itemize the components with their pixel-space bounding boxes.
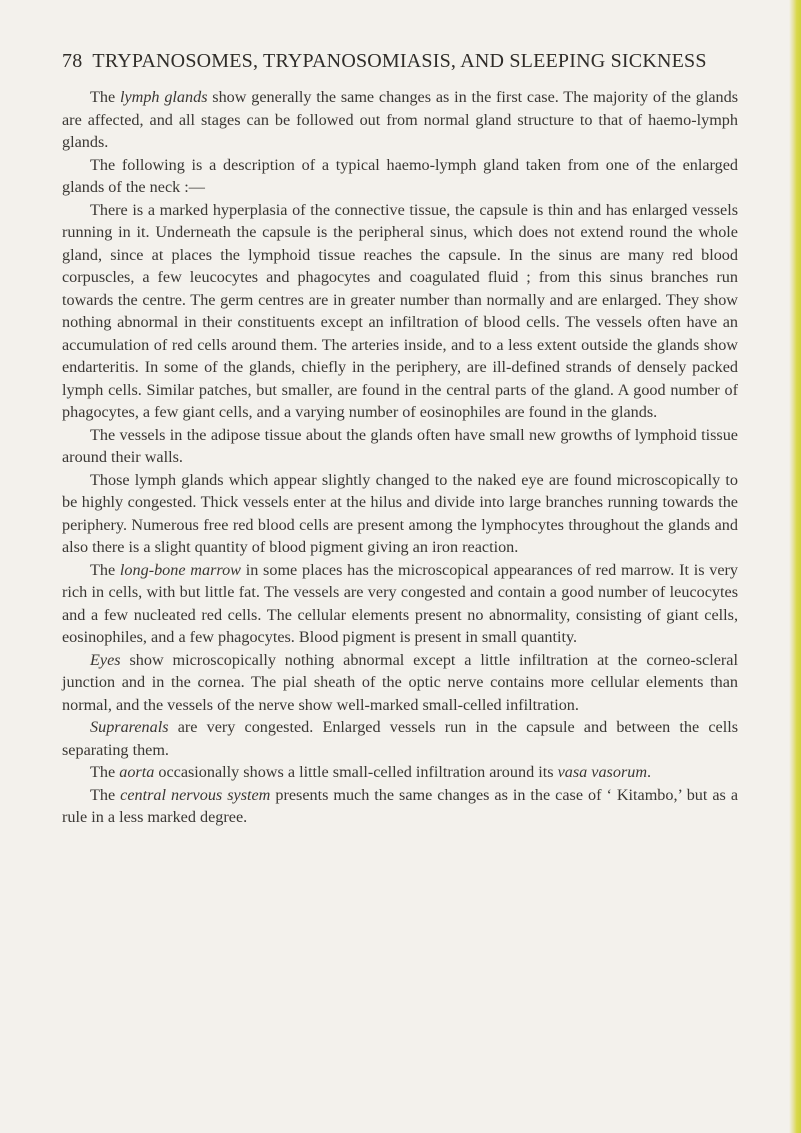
- paragraph-lead: The: [90, 88, 120, 106]
- page-number: 78: [62, 50, 83, 72]
- running-header: [62, 50, 742, 80]
- paragraph-description-intro: [62, 154, 738, 199]
- paragraph-lead: The: [90, 785, 121, 804]
- italic-term: vasa vasorum: [557, 763, 648, 781]
- italic-term: Eyes: [90, 650, 121, 669]
- paragraph-hyperplasia: [62, 199, 738, 424]
- paragraph-lymph-glands: [62, 86, 738, 154]
- paragraph-text: Those lymph glands which appear slightly changed to the naked eye are found microscopically to be highly congested. Thick vessels enter at the hilus and divide into large branches running towards the periphery. Numerous free red blood cells are present among the lymphocytes throughout the glands and also there is a slight quantity of blood pigment giving an iron reaction.: [62, 470, 738, 556]
- paragraph-text: are very congested. Enlarged vessels run in the capsule and between the cells separating them.: [62, 718, 738, 759]
- page-edge: [789, 0, 801, 1133]
- paragraph-adipose-vessels: [62, 424, 738, 469]
- italic-term: lymph glands: [119, 88, 208, 106]
- paragraph-lead: The: [90, 560, 120, 579]
- italic-term: aorta: [119, 763, 155, 781]
- paragraph-lead: The: [90, 763, 120, 781]
- running-title: TRYPANOSOMES, TRYPANOSOMIASIS, AND SLEEPING SICKNESS: [92, 50, 707, 72]
- paragraph-text: The vessels in the adipose tissue about the glands often have small new growths of lymphoid tissue around their walls.: [62, 425, 738, 466]
- paragraph-text: The following is a description of a typical haemo-lymph gland taken from one of the enlarged glands of the neck :—: [62, 155, 738, 196]
- paragraph-suprarenals: [62, 716, 738, 761]
- paragraph-text: in some places has the microscopical appearances of red marrow. It is very rich in cells, with but little fat. The vessels are very congested and contain a good number of leucocytes and a few nucleated red cells. The cellular elements present no abnormality, consisting of giant cells, eosinophiles, and a few phagocytes. Blood pigment is present in small quantity.: [62, 560, 739, 646]
- paragraph-aorta: [62, 761, 738, 784]
- paragraph-congested-glands: [62, 469, 738, 559]
- paragraph-text: occasionally shows a little small-celled infiltration around its: [154, 763, 558, 781]
- paragraph-text: show microscopically nothing abnormal except a little infiltration at the corneo-scleral junction and in the cornea. The pial sheath of the optic nerve contains more cellular elements than normal, and the vessels of the nerve show well-marked small-celled infiltration.: [62, 650, 738, 714]
- paragraph-central-nervous-system: [62, 784, 738, 829]
- paragraph-text: There is a marked hyperplasia of the connective tissue, the capsule is thin and has enlarged vessels running in it. Underneath the capsule is the peripheral sinus, which does not extend round the whole gland, since at places the lymphoid tissue reaches the capsule. In the sinus are many red blood corpuscles, a few leucocytes and phagocytes and coagulated fluid ; from this sinus branches run towards the centre. The germ centres are in greater number than normally and are enlarged. They show nothing abnormal in their constituents except an infiltration of blood cells. The vessels often have an accumulation of red cells around them. The arteries inside, and to a less extent outside the glands show endarteritis. In some of the glands, chiefly in the periphery, are ill-defined strands of densely packed lymph cells. Similar patches, but smaller, are found in the central parts of the gland. A good number of phagocytes, a few giant cells, and a varying number of eosinophiles are found in the glands.: [62, 200, 738, 421]
- paragraph-text: .: [647, 763, 652, 781]
- paragraph-text: presents much the same changes as in the case of ‘ Kitambo,’ but as a rule in a less marked degree.: [62, 785, 739, 826]
- italic-term: Suprarenals: [90, 718, 169, 736]
- paragraph-bone-marrow: [62, 559, 738, 649]
- body-text: [62, 86, 738, 829]
- paragraph-eyes: [62, 649, 738, 717]
- paragraph-text: show generally the same changes as in the first case. The majority of the glands are affected, and all stages can be followed out from normal gland structure to that of haemo-lymph glands.: [62, 88, 739, 151]
- italic-term: central nervous system: [120, 785, 271, 804]
- italic-term: long-bone marrow: [119, 560, 241, 579]
